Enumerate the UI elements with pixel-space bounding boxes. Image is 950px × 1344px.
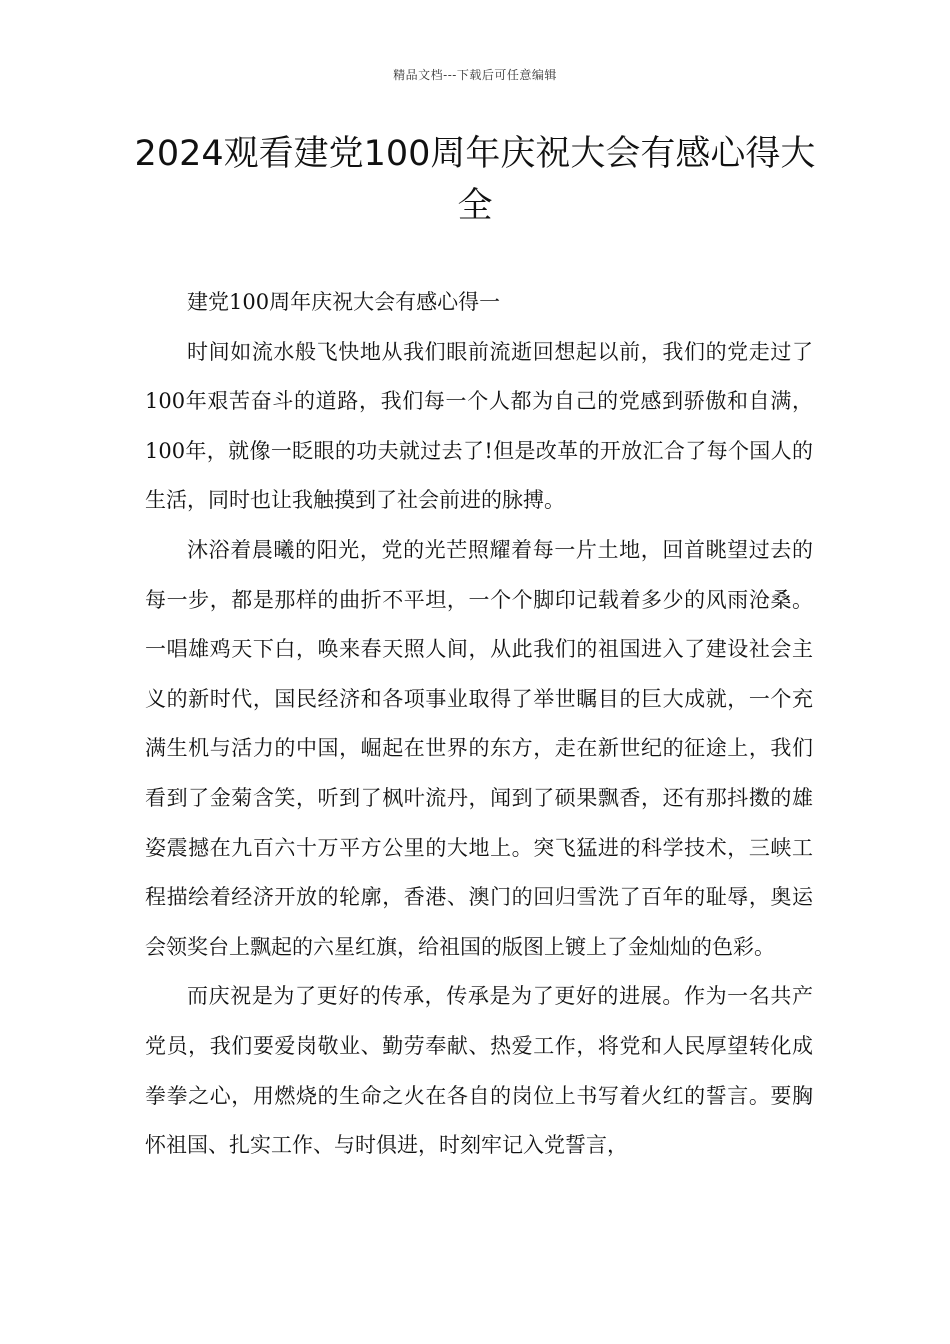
document-body [145, 278, 813, 1171]
paragraph: 沐浴着晨曦的阳光，党的光芒照耀着每一片土地，回首眺望过去的每一步，都是那样的曲折不平坦，一个个脚印记载着多少的风雨沧桑。一唱雄鸡天下白，唤来春天照人间，从此我们的祖国进入了建设社会主义的新时代，国民经济和各项事业取得了举世瞩目的巨大成就，一个充满生机与活力的中国，崛起在世界的东方，走在新世纪的征途上，我们看到了金菊含笑，听到了枫叶流丹，闻到了硕果飘香，还有那抖擞的雄姿震撼在九百六十万平方公里的大地上。突飞猛进的科学技术，三峡工程描绘着经济开放的轮廓，香港、澳门的回归雪洗了百年的耻辱，奥运会领奖台上飘起的六星红旗，给祖国的版图上镀上了金灿灿的色彩。 [145, 537, 813, 959]
section-heading: 建党100周年庆祝大会有感心得一 [187, 290, 501, 314]
header-note: 精品文档---下载后可任意编辑 [393, 68, 557, 82]
paragraph: 时间如流水般飞快地从我们眼前流逝回想起以前，我们的党走过了100年艰苦奋斗的道路，我们每一个人都为自己的党感到骄傲和自满，100年，就像一眨眼的功夫就过去了!但是改革的开放汇合了每个国人的生活，同时也让我触摸到了社会前进的脉搏。 [145, 339, 813, 513]
document-title: 2024观看建党100周年庆祝大会有感心得大全 [134, 134, 816, 226]
paragraph: 而庆祝是为了更好的传承，传承是为了更好的进展。作为一名共产党员，我们要爱岗敬业、勤劳奉献、热爱工作，将党和人民厚望转化成拳拳之心，用燃烧的生命之火在各自的岗位上书写着火红的誓言。要胸怀祖国、扎实工作、与时俱进，时刻牢记入党誓言， [145, 984, 813, 1158]
